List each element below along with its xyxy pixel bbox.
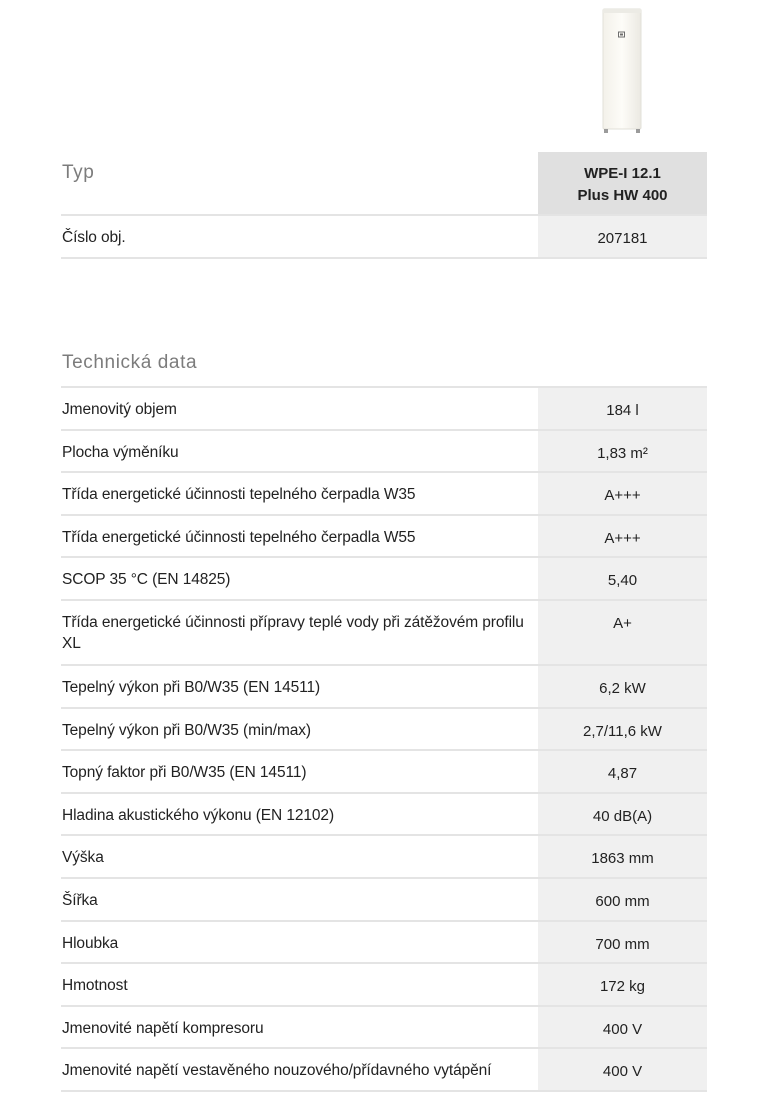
section-title: Technická data (62, 352, 198, 373)
table-row (61, 473, 707, 516)
technical-data-table (61, 386, 707, 1092)
row-label: Hmotnost (62, 977, 128, 995)
table-row (61, 922, 707, 965)
row-label: Plocha výměníku (62, 443, 179, 461)
type-value (538, 152, 707, 214)
row-value: 400 V (538, 1007, 707, 1048)
table-row (61, 879, 707, 922)
table-row (61, 431, 707, 474)
row-value: 1,83 m² (538, 431, 707, 472)
table-row (61, 601, 707, 666)
row-value: 4,87 (538, 751, 707, 792)
row-label: Výška (62, 849, 104, 867)
table-row (61, 836, 707, 879)
table-row (61, 1049, 707, 1092)
table-row (61, 388, 707, 431)
row-value: A+ (538, 601, 707, 664)
type-label: Typ (62, 162, 95, 183)
type-value-line2: Plus HW 400 (577, 187, 668, 204)
table-row (61, 964, 707, 1007)
row-value: 172 kg (538, 964, 707, 1005)
row-label: Třída energetické účinnosti tepelného čerpadla W35 (62, 486, 416, 504)
row-value: 2,7/11,6 kW (538, 709, 707, 750)
order-number-label: Číslo obj. (62, 229, 126, 246)
row-label: Topný faktor při B0/W35 (EN 14511) (62, 764, 307, 782)
row-label: Tepelný výkon při B0/W35 (EN 14511) (62, 678, 321, 696)
row-label: Třída energetické účinnosti tepelného čerpadla W55 (62, 528, 416, 546)
row-value: 700 mm (538, 922, 707, 963)
row-label: Šířka (62, 891, 98, 909)
row-label: Třída energetické účinnosti přípravy teplé vody při zátěžovém profilu XL (62, 613, 524, 652)
row-value: A+++ (538, 473, 707, 514)
table-row (61, 1007, 707, 1050)
row-value: 400 V (538, 1049, 707, 1090)
heat-pump-unit-icon (602, 8, 642, 134)
row-label: Jmenovité napětí vestavěného nouzového/přídavného vytápění (62, 1062, 492, 1080)
row-value: 1863 mm (538, 836, 707, 877)
table-row (61, 666, 707, 709)
row-label: Tepelný výkon při B0/W35 (min/max) (62, 721, 311, 739)
row-value: 184 l (538, 388, 707, 429)
row-label: Jmenovité napětí kompresoru (62, 1019, 264, 1037)
row-value: A+++ (538, 516, 707, 557)
type-value-line1: WPE-I 12.1 (584, 165, 661, 182)
row-label: Hloubka (62, 934, 119, 952)
row-label: Hladina akustického výkonu (EN 12102) (62, 806, 335, 824)
row-value: 5,40 (538, 558, 707, 599)
row-value: 600 mm (538, 879, 707, 920)
type-row (61, 152, 707, 216)
table-row (61, 516, 707, 559)
table-row (61, 794, 707, 837)
table-row (61, 751, 707, 794)
order-number-value: 207181 (538, 216, 707, 257)
table-row (61, 558, 707, 601)
row-value: 40 dB(A) (538, 794, 707, 835)
order-number-row (61, 216, 707, 259)
row-label: SCOP 35 °C (EN 14825) (62, 571, 231, 589)
row-value: 6,2 kW (538, 666, 707, 707)
product-header-table (61, 152, 707, 259)
table-row (61, 709, 707, 752)
row-label: Jmenovitý objem (62, 401, 177, 418)
